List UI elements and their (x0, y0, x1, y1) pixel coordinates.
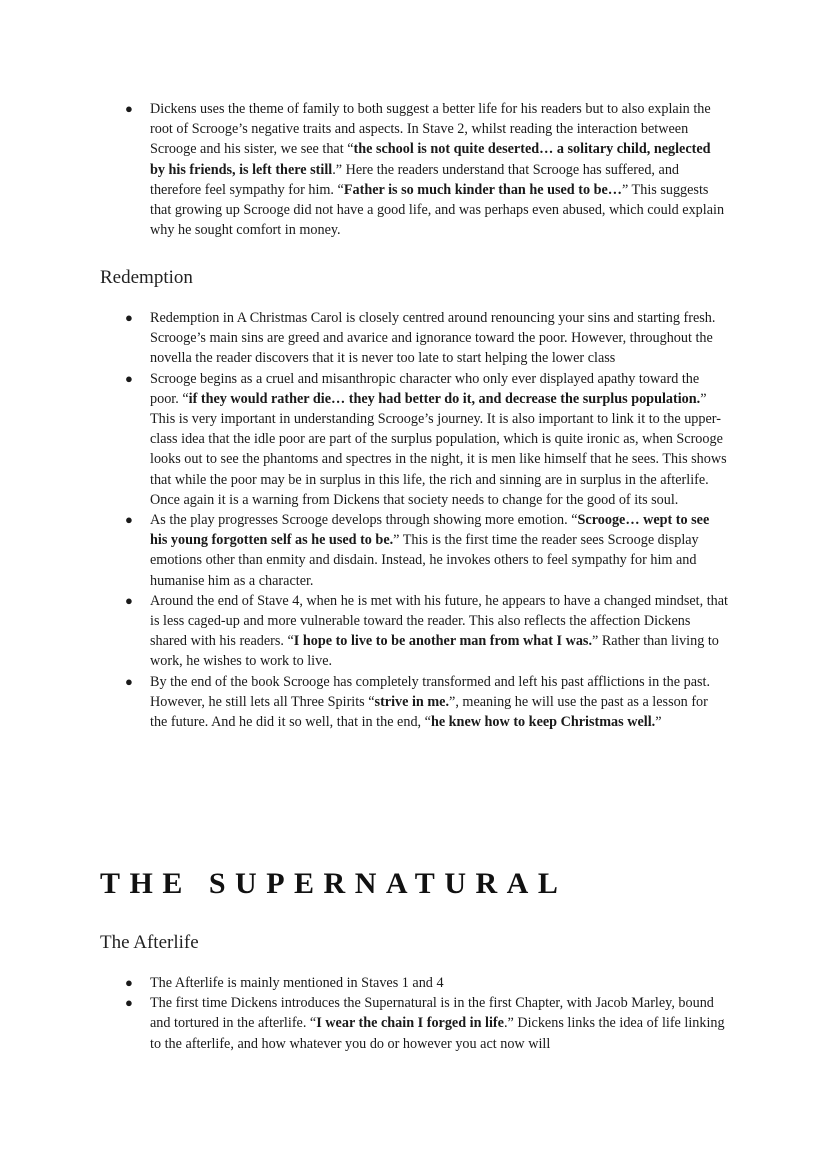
list-item (125, 973, 728, 993)
afterlife-bullet-list (125, 973, 728, 1054)
afterlife-heading: The Afterlife (100, 932, 199, 953)
body-text: As the play progresses Scrooge develops through showing more emotion. “ (150, 512, 578, 529)
body-text: ” (655, 714, 662, 731)
bullet-icon: ● (125, 592, 133, 608)
list-item (125, 308, 728, 369)
quote-text: Father is so much kinder than he used to be… (343, 181, 622, 198)
bullet-icon: ● (125, 310, 133, 325)
bullet-icon: ● (125, 101, 133, 116)
redemption-bullet-list (125, 308, 728, 732)
bullet-icon: ● (125, 370, 133, 386)
list-item (125, 993, 728, 1054)
quote-text: Scrooge… wept to see his young forgotten self as he used to be. (150, 512, 710, 549)
quote-text: I wear the chain I forged in life (316, 1015, 504, 1032)
bullet-icon: ● (125, 512, 133, 528)
body-text: By the end of the book Scrooge has completely transformed and left his past afflictions in the past. However, he still lets all Three Spirits “ (150, 673, 711, 710)
list-item (125, 672, 728, 733)
quote-text: if they would rather die… they had better do it, and decrease the surplus population. (188, 390, 701, 407)
list-item (125, 99, 728, 240)
quote-text: the school is not quite deserted… a solitary child, neglected by his friends, is left there still (150, 141, 711, 178)
body-text: The first time Dickens introduces the Supernatural is in the first Chapter, with Jacob Marley, bound and tortured in the afterlife. “ (150, 995, 714, 1032)
redemption-heading: Redemption (100, 267, 193, 288)
body-text: ”, meaning he will use the past as a lesson for the future. And he did it so well, that in the end, “ (150, 693, 708, 731)
body-text: Redemption in A Christmas Carol is closely centred around renouncing your sins and starting fresh. Scrooge’s main sins are greed and avarice and ignorance toward the poor. However, throughout the novella the reader discovers that it is never too late to start helping the lower class (150, 310, 716, 367)
body-text: Dickens uses the theme of family to both suggest a better life for his readers but to also explain the root of Scrooge’s negative traits and aspects. In Stave 2, whilst reading the interaction between Scrooge and his sister, we see that “ (150, 101, 711, 158)
supernatural-title: THE SUPERNATURAL (100, 867, 568, 900)
quote-text: strive in me. (374, 693, 450, 710)
body-text: ” This is the first time the reader sees Scrooge display emotions other than enmity and disdain. Instead, he invokes others to feel sympathy for him and humanise him as a character. (150, 532, 699, 589)
body-text: Around the end of Stave 4, when he is met with his future, he appears to have a changed mindset, that is less caged-up and more vulnerable toward the reader. This also reflects the affection Dickens shared with his readers. “ (150, 592, 728, 650)
quote-text: I hope to live to be another man from what I was. (293, 633, 592, 650)
body-text: ” This suggests that growing up Scrooge did not have a good life, and was perhaps even abused, which could explain why he sought comfort in money. (150, 181, 725, 239)
body-text: .” Dickens links the idea of life linking to the afterlife, and how whatever you do or however you act now will (150, 1015, 725, 1052)
family-bullet-list (125, 99, 728, 240)
body-text: .” Here the readers understand that Scrooge has suffered, and therefore feel sympathy for him. “ (150, 161, 679, 198)
body-text: ” Rather than living to work, he wishes to work to live. (150, 633, 719, 670)
body-text: ” This is very important in understanding Scrooge’s journey. It is also important to link it to the upper-class idea that the idle poor are part of the surplus population, which is quite ironic as, when Scrooge looks out to see the phantoms and spectres in the night, it is men like himself that he sees. This shows that while the poor may be in surplus in this life, the rich and sinning are in surplus in the afterlife. Once again it is a warning from Dickens that society needs to change for the good of its soul. (150, 390, 727, 508)
body-text: Scrooge begins as a cruel and misanthropic character who only ever displayed apathy toward the poor. “ (150, 370, 700, 407)
quote-text: he knew how to keep Christmas well. (430, 714, 656, 731)
body-text: The Afterlife is mainly mentioned in Staves 1 and 4 (150, 975, 444, 991)
bullet-icon: ● (125, 673, 133, 689)
list-item (125, 591, 728, 672)
bullet-icon: ● (125, 995, 133, 1011)
list-item (125, 369, 728, 510)
list-item (125, 510, 728, 591)
bullet-icon: ● (125, 975, 133, 990)
